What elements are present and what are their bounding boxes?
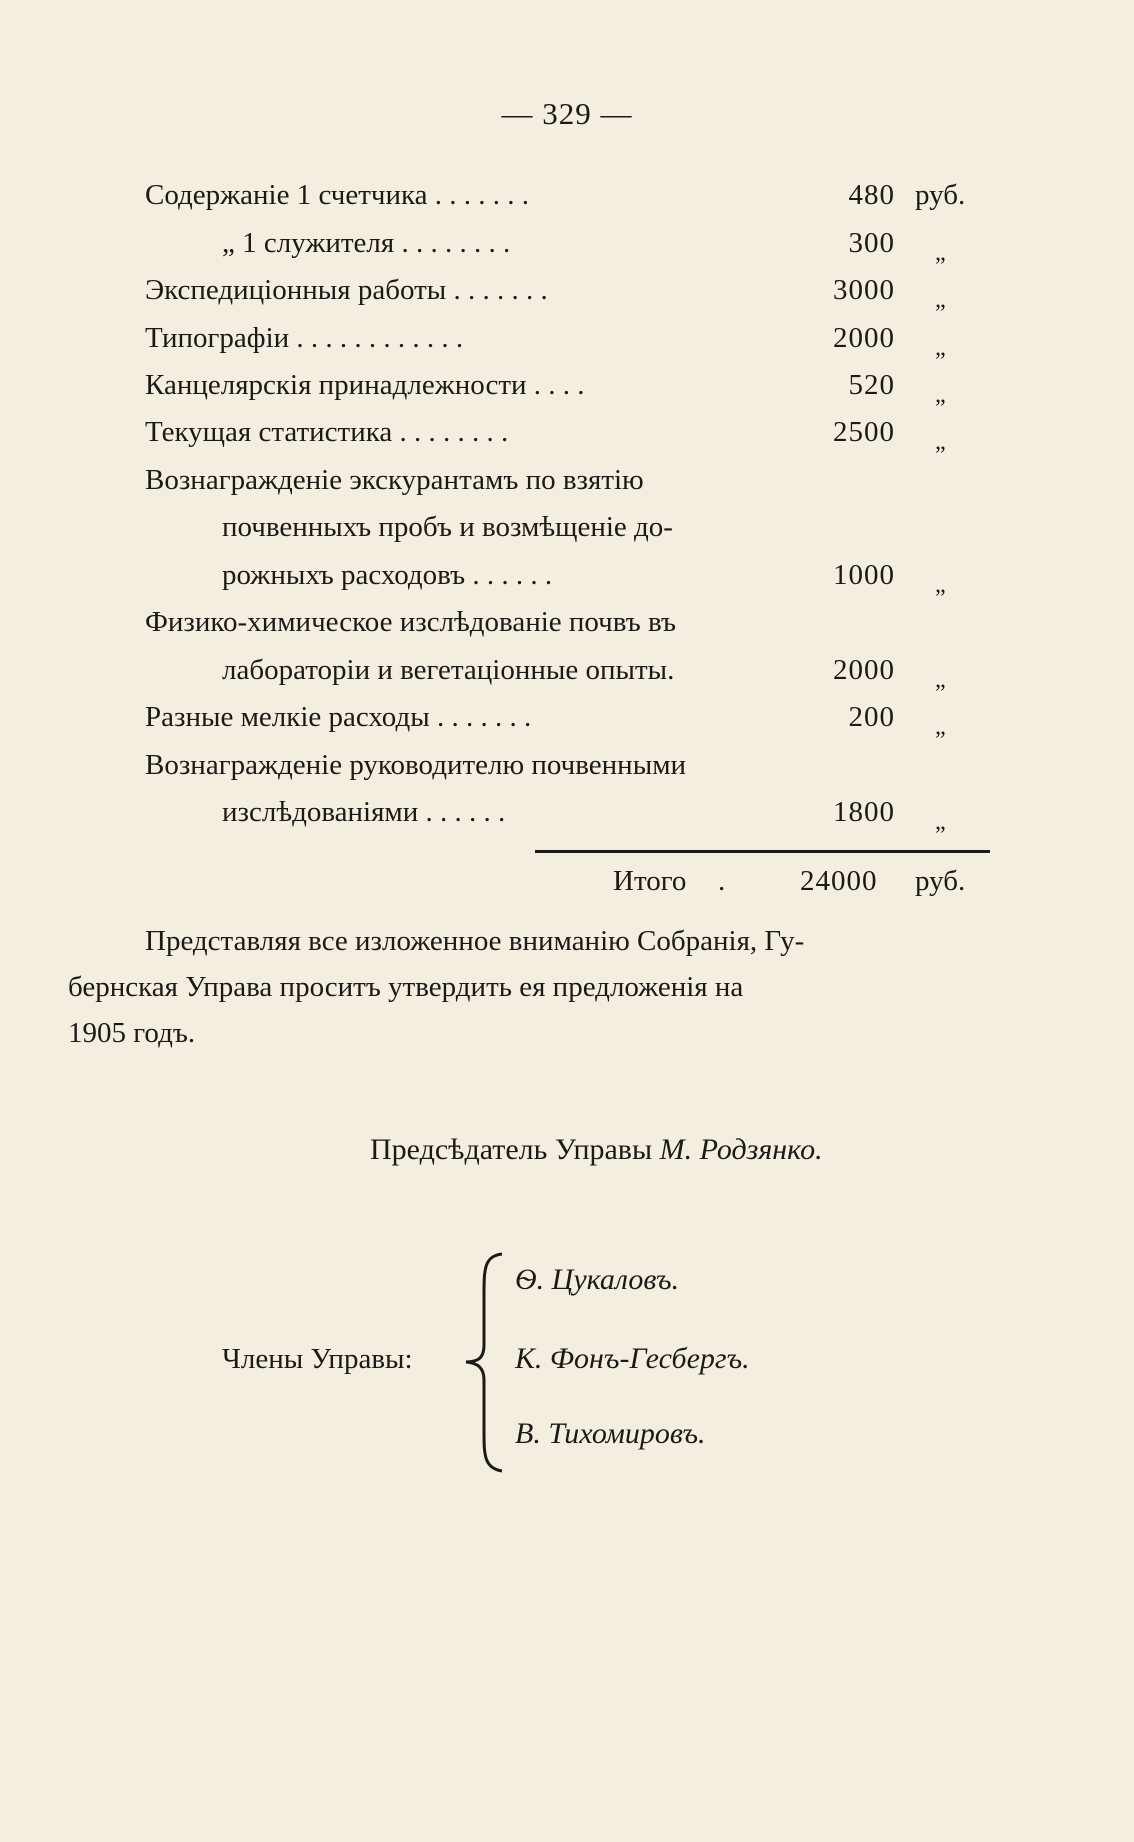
expense-row bbox=[145, 268, 965, 312]
ditto-mark: „ bbox=[935, 429, 946, 455]
expense-amount: 300 bbox=[848, 227, 895, 259]
expense-row bbox=[145, 743, 965, 787]
expense-label: Вознагражденіе экскурантамъ по взятію bbox=[145, 464, 644, 496]
expense-row bbox=[145, 695, 965, 739]
expense-label: лабораторіи и вегетаціонные опыты. bbox=[222, 654, 675, 686]
total-label: Итого bbox=[613, 865, 687, 897]
expense-label: Типографіи . . . . . . . . . . . . bbox=[145, 322, 464, 354]
total-dot: . bbox=[718, 865, 726, 897]
expense-amount: 1000 bbox=[833, 559, 895, 591]
total-amount: 24000 bbox=[800, 865, 878, 897]
closing-paragraph bbox=[68, 918, 988, 1056]
expense-amount: 480 bbox=[848, 179, 895, 211]
paragraph-line: 1905 годъ. bbox=[68, 1017, 196, 1049]
expense-label: Физико-химическое изслѣдованіе почвъ въ bbox=[145, 606, 676, 638]
expense-row bbox=[145, 553, 965, 597]
expense-label: Экспедиціонныя работы . . . . . . . bbox=[145, 274, 548, 306]
expense-row bbox=[145, 505, 965, 549]
members-label: Члены Управы: bbox=[222, 1343, 413, 1375]
chairman-signature bbox=[370, 1128, 823, 1172]
expense-label: Вознагражденіе руководителю почвенными bbox=[145, 749, 687, 781]
expense-amount: 1800 bbox=[833, 796, 895, 828]
paragraph-line: Представляя все изложенное вниманію Собранія, Гу- bbox=[145, 925, 805, 957]
ditto-mark: „ bbox=[935, 287, 946, 313]
expense-amount: 520 bbox=[848, 369, 895, 401]
expense-row bbox=[145, 458, 965, 502]
expense-label: Содержаніе 1 счетчика . . . . . . . bbox=[145, 179, 530, 211]
expense-row bbox=[145, 600, 965, 644]
ditto-mark: „ bbox=[935, 809, 946, 835]
ditto-mark: „ bbox=[935, 667, 946, 693]
member-name: К. Фонъ-Гесбергъ. bbox=[515, 1342, 750, 1375]
paragraph-line: бернская Управа проситъ утвердить ея предложенія на bbox=[68, 971, 744, 1003]
page-number: — 329 — bbox=[501, 96, 633, 131]
total-rule bbox=[535, 850, 990, 853]
member-name: В. Тихомировъ. bbox=[515, 1417, 706, 1450]
expense-amount: 3000 bbox=[833, 274, 895, 306]
expense-amount: 2000 bbox=[833, 322, 895, 354]
expense-label: почвенныхъ пробъ и возмѣщеніе до- bbox=[222, 511, 673, 543]
expense-row bbox=[145, 221, 965, 265]
expense-amount: 2000 bbox=[833, 654, 895, 686]
expense-label: рожныхъ расходовъ . . . . . . bbox=[222, 559, 553, 591]
expense-row bbox=[145, 363, 965, 407]
expense-label: Канцелярскія принадлежности . . . . bbox=[145, 369, 585, 401]
expense-label: изслѣдованіями . . . . . . bbox=[222, 796, 506, 828]
ditto-mark: „ bbox=[935, 572, 946, 598]
member-name: Ѳ. Цукаловъ. bbox=[515, 1263, 680, 1296]
ditto-mark: „ bbox=[935, 714, 946, 740]
expense-row bbox=[145, 173, 965, 217]
chairman-title: Предсѣдатель Управы bbox=[370, 1133, 653, 1166]
currency-unit: руб. bbox=[915, 179, 966, 211]
expense-row bbox=[145, 410, 965, 454]
total-unit: руб. bbox=[915, 865, 966, 897]
expense-label: Текущая статистика . . . . . . . . bbox=[145, 416, 509, 448]
ditto-mark: „ bbox=[935, 382, 946, 408]
expense-amount: 2500 bbox=[833, 416, 895, 448]
expense-label: Разные мелкіе расходы . . . . . . . bbox=[145, 701, 532, 733]
expense-label: „ 1 служителя . . . . . . . . bbox=[222, 227, 511, 259]
chairman-name: М. Родзянко. bbox=[659, 1133, 823, 1166]
expense-row bbox=[145, 316, 965, 360]
expense-amount: 200 bbox=[848, 701, 895, 733]
ditto-mark: „ bbox=[935, 240, 946, 266]
ditto-mark: „ bbox=[935, 335, 946, 361]
expense-row bbox=[145, 648, 965, 692]
curly-brace-icon bbox=[462, 1250, 512, 1475]
expense-row bbox=[145, 790, 965, 834]
